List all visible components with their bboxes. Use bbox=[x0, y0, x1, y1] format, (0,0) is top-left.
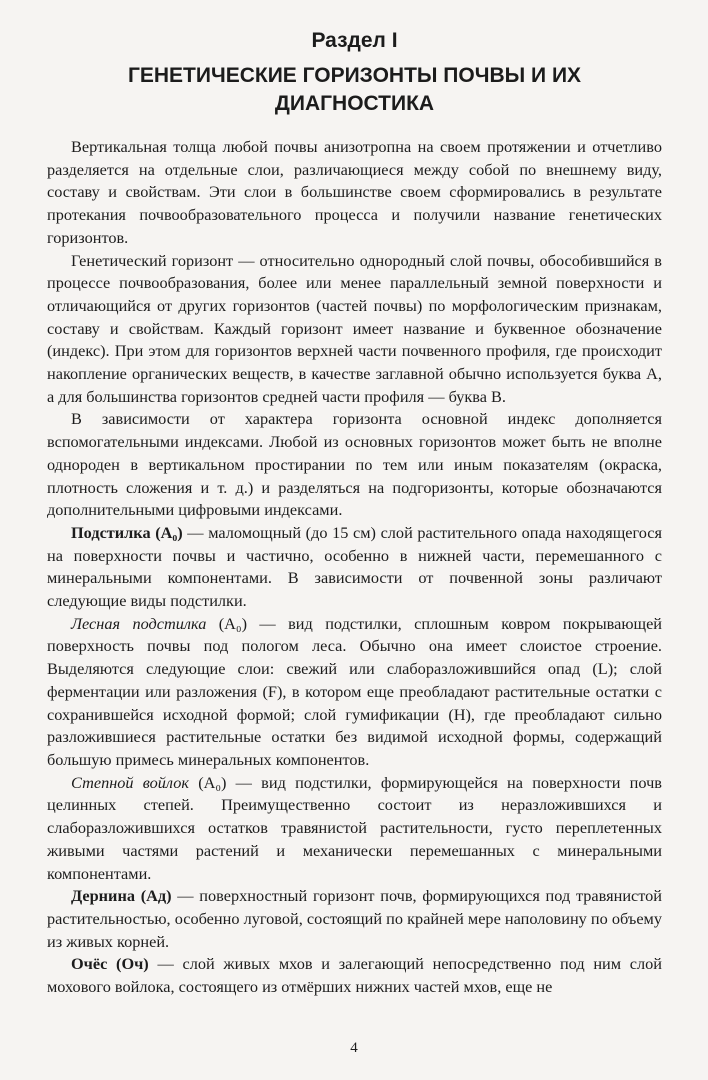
paragraph bbox=[47, 522, 662, 613]
definition-text: — поверхностный горизонт почв, формирующихся под травянистой растительностью, особенно луговой, состоящий по крайней мере наполовину по объему из живых корней. bbox=[47, 886, 663, 951]
definition-text: — слой живых мхов и залегающий непосредственно под ним слой мохового войлока, состоящего из отмёрших нижних частей мхов, еще не bbox=[47, 954, 663, 997]
definition-text: — маломощный (до 15 см) слой растительного опада находящегося на поверхности почвы и частично, особенно в нижней части, перемешанного с минеральными компонентами. В зависимости от почвенной зоны различают следующие виды подстилки. bbox=[47, 522, 662, 611]
term-stepnoy-voylok: Степной войлок bbox=[71, 772, 189, 792]
paragraph: Генетический горизонт — относительно однородный слой почвы, обособившийся в процессе почвообразования, более или менее параллельный земной поверхности и отличающийся от других горизонтов (частей почвы) по морфологическим признакам, составу и свойствам. Каждый горизонт имеет название и буквенное обозначение (индекс). При этом для горизонтов верхней части почвенного профиля, где происходит накопление органических веществ, в качестве заглавной обычно используется буква А, а для большинства горизонтов средней части профиля — буква В. bbox=[47, 250, 662, 406]
paragraph bbox=[47, 885, 662, 953]
term-dernina: Дернина (Ад) bbox=[71, 886, 172, 906]
paragraph: В зависимости от характера горизонта основной индекс дополняется вспомогательными индексами. Любой из основных горизонтов может быть не вполне однороден в вертикальном простирании по тем или иным показателям (окраска, плотность сложения и т. д.) и разделяться на подгоризонты, которые обозначаются дополнительными цифровыми индексами. bbox=[47, 409, 662, 520]
paragraph bbox=[47, 613, 662, 772]
paragraph bbox=[47, 953, 662, 998]
term-lesnaya-podstilka: Лесная подстилка bbox=[71, 613, 207, 633]
definition-text: (А₀) — вид подстилки, сплошным ковром покрывающей поверхность почвы под пологом леса. Обычно она имеет слоистое строение. Выделяются следующие слои: свежий или слаборазложившийся опад (L); слой ферментации или разложения (F), в котором еще преобладают растительные остатки с сохранившейся исходной формой; слой гумификации (H), где преобладают сильно разложившиеся растительные остатки без видимой исходной формы, содержащий большую примесь минеральных компонентов. bbox=[47, 613, 663, 769]
term-podstilka: Подстилка (А₀) bbox=[71, 522, 183, 542]
term-oches: Очёс (Оч) bbox=[71, 954, 149, 974]
section-title: ГЕНЕТИЧЕСКИЕ ГОРИЗОНТЫ ПОЧВЫ И ИХ ДИАГНОСТИКА bbox=[127, 64, 582, 115]
body-text bbox=[47, 136, 662, 999]
definition-text: (А₀) — вид подстилки, формирующейся на поверхности почв целинных степей. Преимущественно состоит из неразложившихся и слаборазложившихся остатков травянистой растительности, густо переплетенных живыми частями растений и механически перемешанных с минеральными компонентами. bbox=[47, 772, 662, 883]
page-number: 4 bbox=[350, 1040, 358, 1056]
paragraph: Вертикальная толща любой почвы анизотропна на своем протяжении и отчетливо разделяется на отдельные слои, различающиеся между собой по внешнему виду, составу и свойствам. Эти слои в большинстве своем сформировались в результате протекания почвообразовательного процесса и получили название генетических горизонтов. bbox=[47, 137, 662, 247]
section-label: Раздел I bbox=[311, 29, 398, 52]
paragraph bbox=[47, 772, 662, 886]
